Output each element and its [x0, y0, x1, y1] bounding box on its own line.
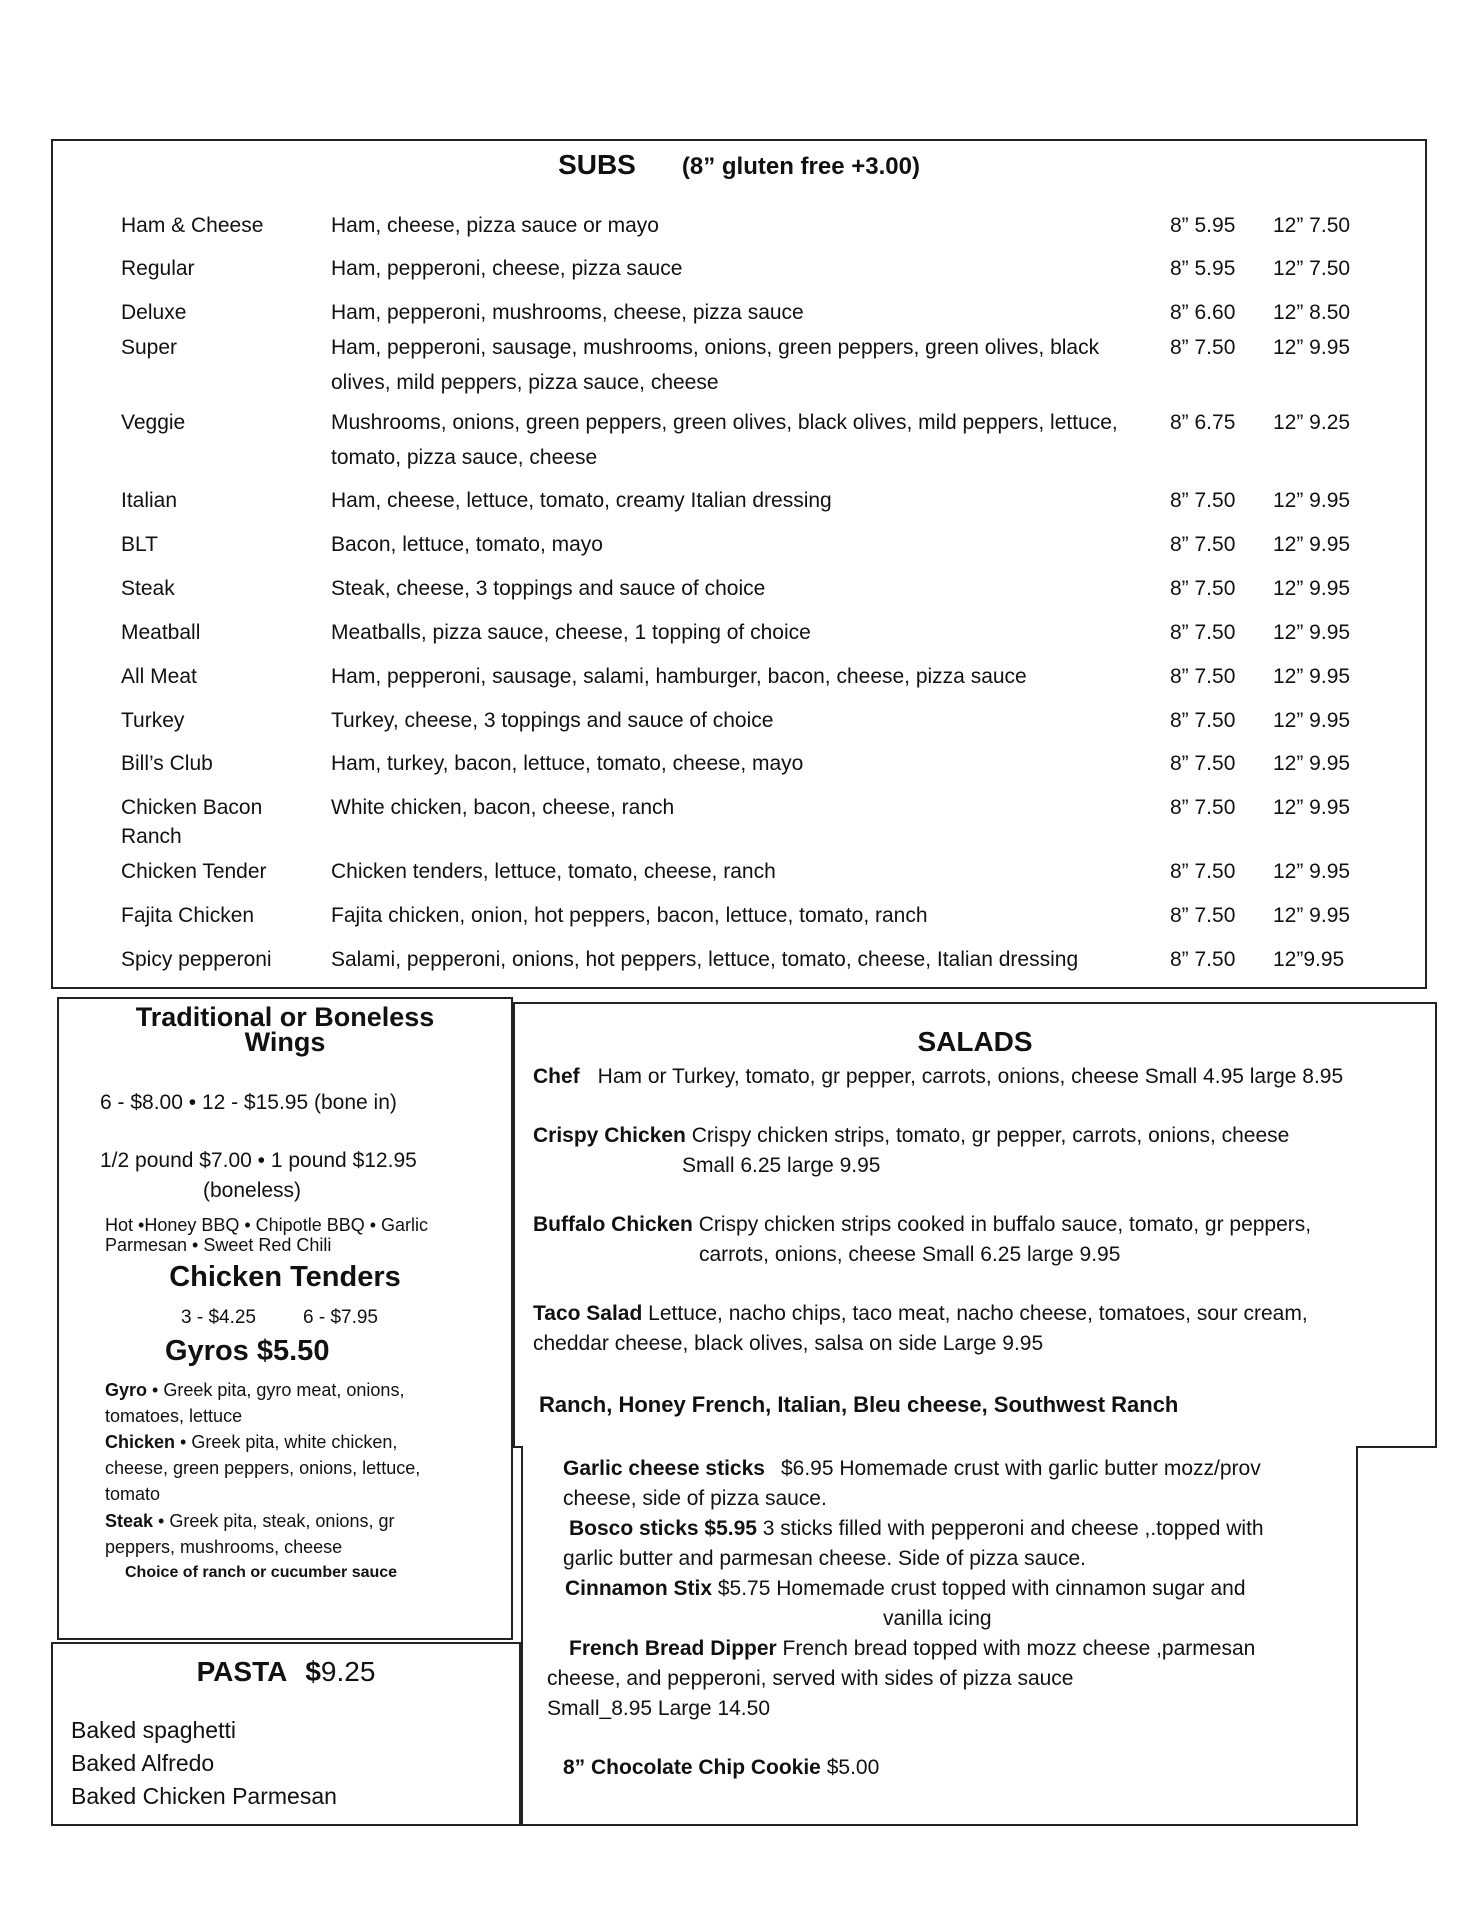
sub-name: Fajita Chicken: [121, 904, 255, 927]
subs-heading: SUBS: [558, 149, 636, 180]
sub-price-12: 12” 9.95: [1273, 533, 1351, 556]
cookie-name: 8” Chocolate Chip Cookie: [563, 1756, 821, 1779]
french-bread-dipper-desc-2: cheese, and pepperoni, served with sides of pizza sauce: [547, 1667, 1074, 1690]
tenders-large: 6 - $7.95: [303, 1307, 378, 1328]
crispy-chicken-name: Crispy Chicken: [533, 1124, 686, 1147]
sub-price-12: 12” 7.50: [1273, 257, 1351, 280]
sub-price-8: 8” 7.50: [1170, 665, 1236, 688]
sub-name: Chicken Tender: [121, 860, 267, 883]
french-bread-dipper-desc: French bread topped with mozz cheese ,parmesan: [776, 1637, 1256, 1660]
pasta-title: [53, 1656, 519, 1688]
sub-desc: Ham, pepperoni, sausage, mushrooms, onions, green peppers, green olives, black olives, mild peppers, pizza sauce, cheese: [331, 336, 1100, 394]
sauce-choice: Choice of ranch or cucumber sauce: [125, 1564, 398, 1581]
gyros-title: Gyros $5.50: [165, 1335, 330, 1367]
sub-desc: Mushrooms, onions, green peppers, green olives, black olives, mild peppers, lettuce, tomato, pizza sauce, cheese: [331, 411, 1118, 469]
sub-price-12: 12” 9.95: [1273, 621, 1351, 644]
cookie-price: $5.00: [820, 1756, 880, 1779]
cinnamon-stix: [565, 1574, 1246, 1604]
steak-gyro-item: [105, 1508, 465, 1560]
sub-desc: Salami, pepperoni, onions, hot peppers, lettuce, tomato, cheese, Italian dressing: [331, 948, 1079, 971]
buffalo-chicken-desc-2: carrots, onions, cheese Small 6.25 large 9.95: [699, 1243, 1121, 1266]
garlic-cheese-sticks: [563, 1454, 1261, 1484]
cinnamon-stix-desc: $5.75 Homemade crust topped with cinnamon sugar and: [712, 1577, 1246, 1600]
sub-price-12: 12” 9.95: [1273, 665, 1351, 688]
french-bread-dipper-name: French Bread Dipper: [569, 1637, 777, 1660]
sub-desc: White chicken, bacon, cheese, ranch: [331, 796, 675, 819]
sub-price-8: 8” 6.75: [1170, 411, 1236, 434]
sub-price-12: 12” 9.95: [1273, 489, 1351, 512]
sub-name: Super: [121, 336, 178, 359]
crispy-chicken-salad: [533, 1121, 1423, 1151]
sub-price-8: 8” 7.50: [1170, 860, 1236, 883]
salads-section: [513, 1002, 1437, 1448]
dressings: Ranch, Honey French, Italian, Bleu cheese, Southwest Ranch: [539, 1392, 1179, 1417]
french-bread-dipper: [569, 1634, 1255, 1664]
sub-price-12: 12” 8.50: [1273, 301, 1351, 324]
chicken-gyro-name: Chicken: [105, 1432, 176, 1452]
tenders-small: 3 - $4.25: [181, 1307, 256, 1328]
wings-title: [59, 1002, 511, 1057]
sub-name: Veggie: [121, 411, 186, 434]
sub-price-12: 12” 9.95: [1273, 904, 1351, 927]
sub-name: Deluxe: [121, 301, 187, 324]
wings-boneless-note: (boneless): [203, 1179, 302, 1202]
sub-name: Meatball: [121, 621, 201, 644]
sub-desc: Ham, pepperoni, cheese, pizza sauce: [331, 257, 683, 280]
sub-desc: Fajita chicken, onion, hot peppers, bacon, lettuce, tomato, ranch: [331, 904, 928, 927]
crispy-chicken-desc: Crispy chicken strips, tomato, gr pepper, carrots, onions, cheese: [685, 1124, 1290, 1147]
sub-price-12: 12” 9.95: [1273, 577, 1351, 600]
sub-desc: Ham, cheese, pizza sauce or mayo: [331, 214, 659, 237]
sub-price-8: 8” 7.50: [1170, 752, 1236, 775]
sub-price-12: 12” 9.95: [1273, 796, 1351, 819]
garlic-cheese-sticks-name: Garlic cheese sticks: [563, 1457, 765, 1480]
wings-sauces-1: Hot •Honey BBQ • Chipotle BBQ • Garlic: [105, 1215, 429, 1235]
sub-desc: Ham, turkey, bacon, lettuce, tomato, cheese, mayo: [331, 752, 804, 775]
chicken-gyro-item: [105, 1429, 465, 1507]
sub-name: Steak: [121, 577, 175, 600]
sub-price-12: 12” 9.25: [1273, 411, 1351, 434]
garlic-cheese-sticks-price: $6.95: [780, 1457, 834, 1480]
sub-desc: Meatballs, pizza sauce, cheese, 1 topping of choice: [331, 621, 811, 644]
pasta-item: Baked Chicken Parmesan: [71, 1783, 337, 1809]
sub-price-12: 12” 9.95: [1273, 752, 1351, 775]
taco-salad-desc: Lettuce, nacho chips, taco meat, nacho cheese, tomatoes, sour cream,: [642, 1302, 1308, 1325]
sub-price-8: 8” 7.50: [1170, 533, 1236, 556]
pasta-section: [51, 1642, 521, 1826]
wings-boneless: 1/2 pound $7.00 • 1 pound $12.95: [100, 1149, 417, 1172]
sub-price-8: 8” 7.50: [1170, 709, 1236, 732]
appetizers-section: [521, 1446, 1358, 1826]
sub-price-8: 8” 7.50: [1170, 904, 1236, 927]
chef-salad-name: Chef: [533, 1065, 580, 1088]
garlic-cheese-sticks-desc: Homemade crust with garlic butter mozz/prov: [833, 1457, 1261, 1480]
sub-name: Regular: [121, 257, 195, 280]
sub-price-12: 12” 9.95: [1273, 709, 1351, 732]
pasta-item: Baked spaghetti: [71, 1717, 236, 1743]
pasta-price: 9.25: [320, 1656, 376, 1687]
sub-price-8: 8” 5.95: [1170, 214, 1236, 237]
bosco-sticks-desc-2: garlic butter and parmesan cheese. Side of pizza sauce.: [563, 1547, 1086, 1570]
buffalo-chicken-name: Buffalo Chicken: [533, 1213, 693, 1236]
gyro-item: [105, 1377, 465, 1429]
steak-gyro-name: Steak: [105, 1511, 154, 1531]
bosco-sticks-desc: 3 sticks filled with pepperoni and cheese ,.topped with: [756, 1517, 1264, 1540]
sub-name: Ham & Cheese: [121, 214, 264, 237]
sub-price-8: 8” 7.50: [1170, 577, 1236, 600]
wings-sauces-2: Parmesan • Sweet Red Chili: [105, 1235, 332, 1255]
sub-price-8: 8” 6.60: [1170, 301, 1236, 324]
sub-price-12: 12” 9.95: [1273, 336, 1351, 359]
sub-price-12: 12”9.95: [1273, 948, 1345, 971]
sub-desc: Chicken tenders, lettuce, tomato, cheese, ranch: [331, 860, 776, 883]
sub-name: Chicken Bacon Ranch: [121, 796, 263, 848]
sub-name: Bill’s Club: [121, 752, 213, 775]
bosco-sticks-name: Bosco sticks $5.95: [569, 1517, 757, 1540]
cinnamon-stix-desc-2: vanilla icing: [883, 1607, 992, 1630]
sub-name: All Meat: [121, 665, 197, 688]
taco-salad: [533, 1299, 1423, 1329]
chocolate-chip-cookie: [563, 1753, 879, 1783]
cinnamon-stix-name: Cinnamon Stix: [565, 1577, 713, 1600]
sub-name: BLT: [121, 533, 158, 556]
subs-title: [53, 149, 1425, 181]
taco-salad-desc-2: cheddar cheese, black olives, salsa on side Large 9.95: [533, 1332, 1044, 1355]
gyro-name: Gyro: [105, 1380, 148, 1400]
sub-price-12: 12” 7.50: [1273, 214, 1351, 237]
garlic-cheese-sticks-desc-2: cheese, side of pizza sauce.: [563, 1487, 827, 1510]
french-bread-dipper-price: Small_8.95 Large 14.50: [547, 1697, 770, 1720]
wings-title-line2: Wings: [244, 1027, 326, 1057]
chef-salad: [533, 1062, 1423, 1092]
gluten-free-note: (8” gluten free +3.00): [681, 153, 920, 180]
chicken-tenders-title: Chicken Tenders: [169, 1261, 401, 1293]
wings-title-line1: Traditional or Boneless: [135, 1002, 435, 1032]
buffalo-chicken-salad: [533, 1210, 1423, 1240]
sub-desc: Ham, cheese, lettuce, tomato, creamy Italian dressing: [331, 489, 832, 512]
sub-desc: Ham, pepperoni, mushrooms, cheese, pizza sauce: [331, 301, 804, 324]
subs-section: [51, 139, 1427, 989]
sub-name: Italian: [121, 489, 178, 512]
chicken-gyro-desc: • Greek pita, white chicken, cheese, green peppers, onions, lettuce, tomato: [105, 1432, 421, 1504]
sub-price-12: 12” 9.95: [1273, 860, 1351, 883]
bosco-sticks: [569, 1514, 1264, 1544]
chef-salad-desc: Ham or Turkey, tomato, gr pepper, carrots, onions, cheese Small 4.95 large 8.95: [597, 1065, 1344, 1088]
pasta-dollar: $: [305, 1656, 321, 1687]
taco-salad-name: Taco Salad: [533, 1302, 643, 1325]
gyro-desc: • Greek pita, gyro meat, onions, tomatoes, lettuce: [105, 1380, 405, 1426]
sub-desc: Turkey, cheese, 3 toppings and sauce of choice: [331, 709, 774, 732]
wings-section: [57, 997, 513, 1640]
crispy-chicken-price: Small 6.25 large 9.95: [682, 1154, 881, 1177]
wings-bone-in: 6 - $8.00 • 12 - $15.95 (bone in): [100, 1091, 397, 1114]
sub-name: Turkey: [121, 709, 185, 732]
sub-desc: Ham, pepperoni, sausage, salami, hamburger, bacon, cheese, pizza sauce: [331, 665, 1027, 688]
sub-name: Spicy pepperoni: [121, 948, 272, 971]
sub-desc: Steak, cheese, 3 toppings and sauce of choice: [331, 577, 766, 600]
sub-price-8: 8” 7.50: [1170, 489, 1236, 512]
sub-desc: Bacon, lettuce, tomato, mayo: [331, 533, 603, 556]
sub-price-8: 8” 7.50: [1170, 336, 1236, 359]
sub-price-8: 8” 7.50: [1170, 948, 1236, 971]
pasta-item: Baked Alfredo: [71, 1750, 215, 1776]
salads-title: SALADS: [917, 1026, 1033, 1057]
sub-price-8: 8” 7.50: [1170, 621, 1236, 644]
sub-price-8: 8” 5.95: [1170, 257, 1236, 280]
pasta-heading: PASTA: [196, 1656, 288, 1687]
steak-gyro-desc: • Greek pita, steak, onions, gr peppers, mushrooms, cheese: [105, 1511, 395, 1557]
sub-price-8: 8” 7.50: [1170, 796, 1236, 819]
buffalo-chicken-desc: Crispy chicken strips cooked in buffalo sauce, tomato, gr peppers,: [692, 1213, 1312, 1236]
